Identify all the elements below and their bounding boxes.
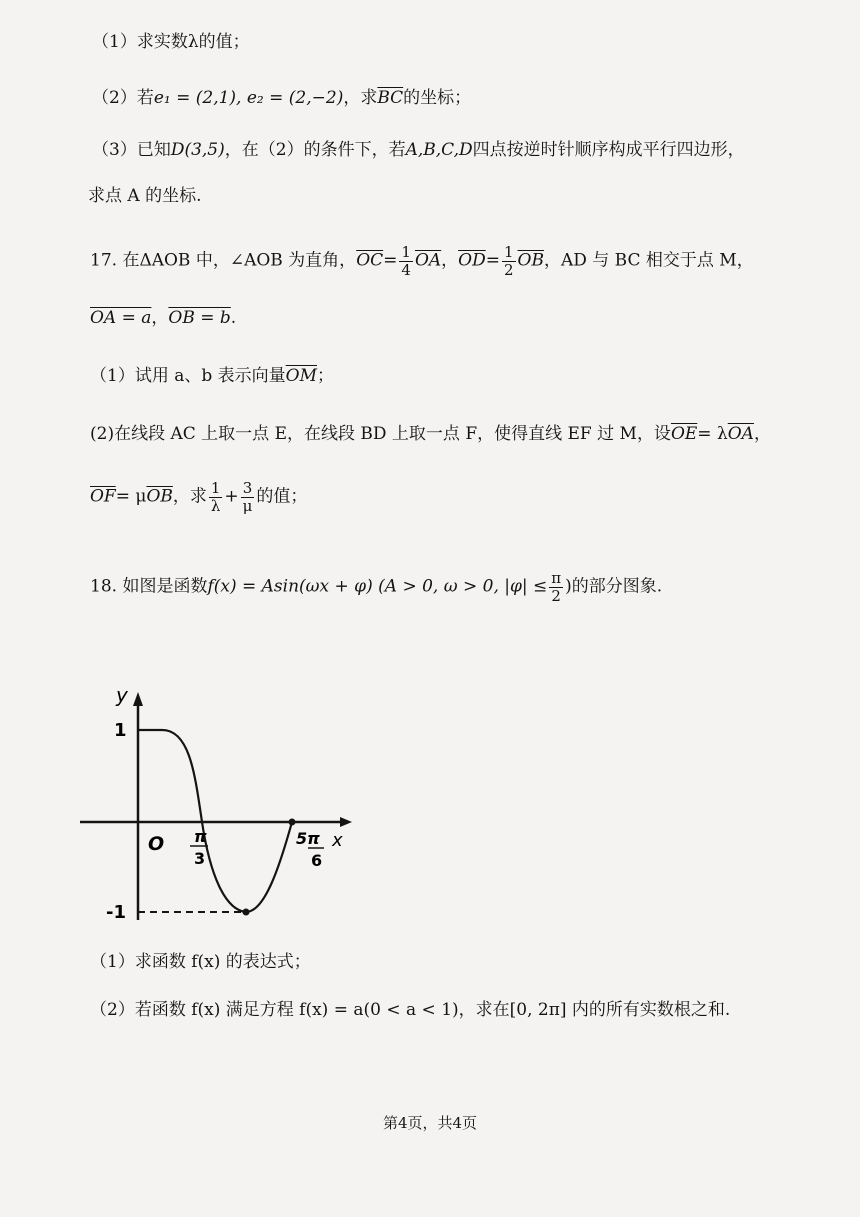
origin-label: O	[148, 833, 165, 855]
min-point	[243, 909, 250, 916]
x-tick-5pi6-num: 5π	[296, 829, 320, 848]
x-tick-5pi6-den: 6	[311, 851, 323, 870]
q18-intro: 18. 如图是函数f(x) = Asin(ωx + φ) (A > 0, ω > 0, |φ| ≤ $\frac{\pi}{2}$ )的部分图象.	[90, 569, 663, 605]
fraction-pi-over-two: $\frac{\pi}{2}$	[551, 569, 562, 605]
sine-graph	[70, 680, 370, 930]
q18-part1: （1）求函数 f(x) 的表达式；	[90, 952, 311, 972]
fraction-one-half: $\frac{1}{2}$	[503, 243, 514, 279]
q16-part3-line2: 求点 A 的坐标.	[88, 186, 202, 206]
q17-part1: （1）试用 a、b 表示向量$\overline{OM}$；	[90, 366, 334, 386]
q17-intro: 17. 在ΔAOB 中，∠AOB 为直角，$\overline{OC}=$ $\frac{1}{4}$ $\overline{OA}$，$\overline{OD}=$ $\frac{1}{2}$ $\overline{OB}$，AD 与 BC 相交于点 M，	[90, 243, 754, 279]
q17-part2: (2)在线段 AC 上取一点 E，在线段 BD 上取一点 F，使得直线 EF 过 M，设$\overline{OE}= \lambda\overline{OA}$，	[90, 424, 771, 444]
q16-part2: （2）若e₁ = (2,1), e₂ = (2,−2)，求$\overline{BC}$的坐标；	[92, 88, 472, 108]
q17-line2: OA = a，OB = b.	[90, 308, 237, 328]
q16-part3: （3）已知D(3,5)，在（2）的条件下，若A,B,C,D四点按逆时针顺序构成平行四边形，	[92, 140, 745, 160]
x-axis-label: x	[332, 830, 343, 851]
page-footer: 第4页，共4页	[382, 1114, 478, 1132]
x-tick-pi3-den: 3	[194, 849, 206, 868]
y-axis-label: y	[116, 683, 128, 707]
fraction-one-quarter: $\frac{1}{4}$	[401, 243, 411, 279]
fraction-one-over-lambda: $\frac{1}{\lambda}$	[210, 479, 221, 515]
zero-point	[289, 819, 296, 826]
y-axis-arrow	[133, 692, 143, 706]
x-tick-pi3-num: π	[194, 827, 207, 846]
y-tick-neg1: -1	[106, 902, 126, 923]
q18-part2: （2）若函数 f(x) 满足方程 f(x) = a(0 < a < 1)，求在[0, 2π] 内的所有实数根之和.	[90, 1000, 731, 1020]
x-axis-arrow	[340, 817, 352, 827]
fraction-three-over-mu: $\frac{3}{\mu}$	[242, 479, 253, 515]
q16-part1: （1）求实数λ的值；	[92, 32, 250, 52]
y-tick-1: 1	[114, 720, 127, 741]
q17-part2-line2: $\overline{OF}= \mu\overline{OB}$，求 $\frac{1}{\lambda}$ + $\frac{3}{\mu}$ 的值；	[90, 479, 308, 515]
